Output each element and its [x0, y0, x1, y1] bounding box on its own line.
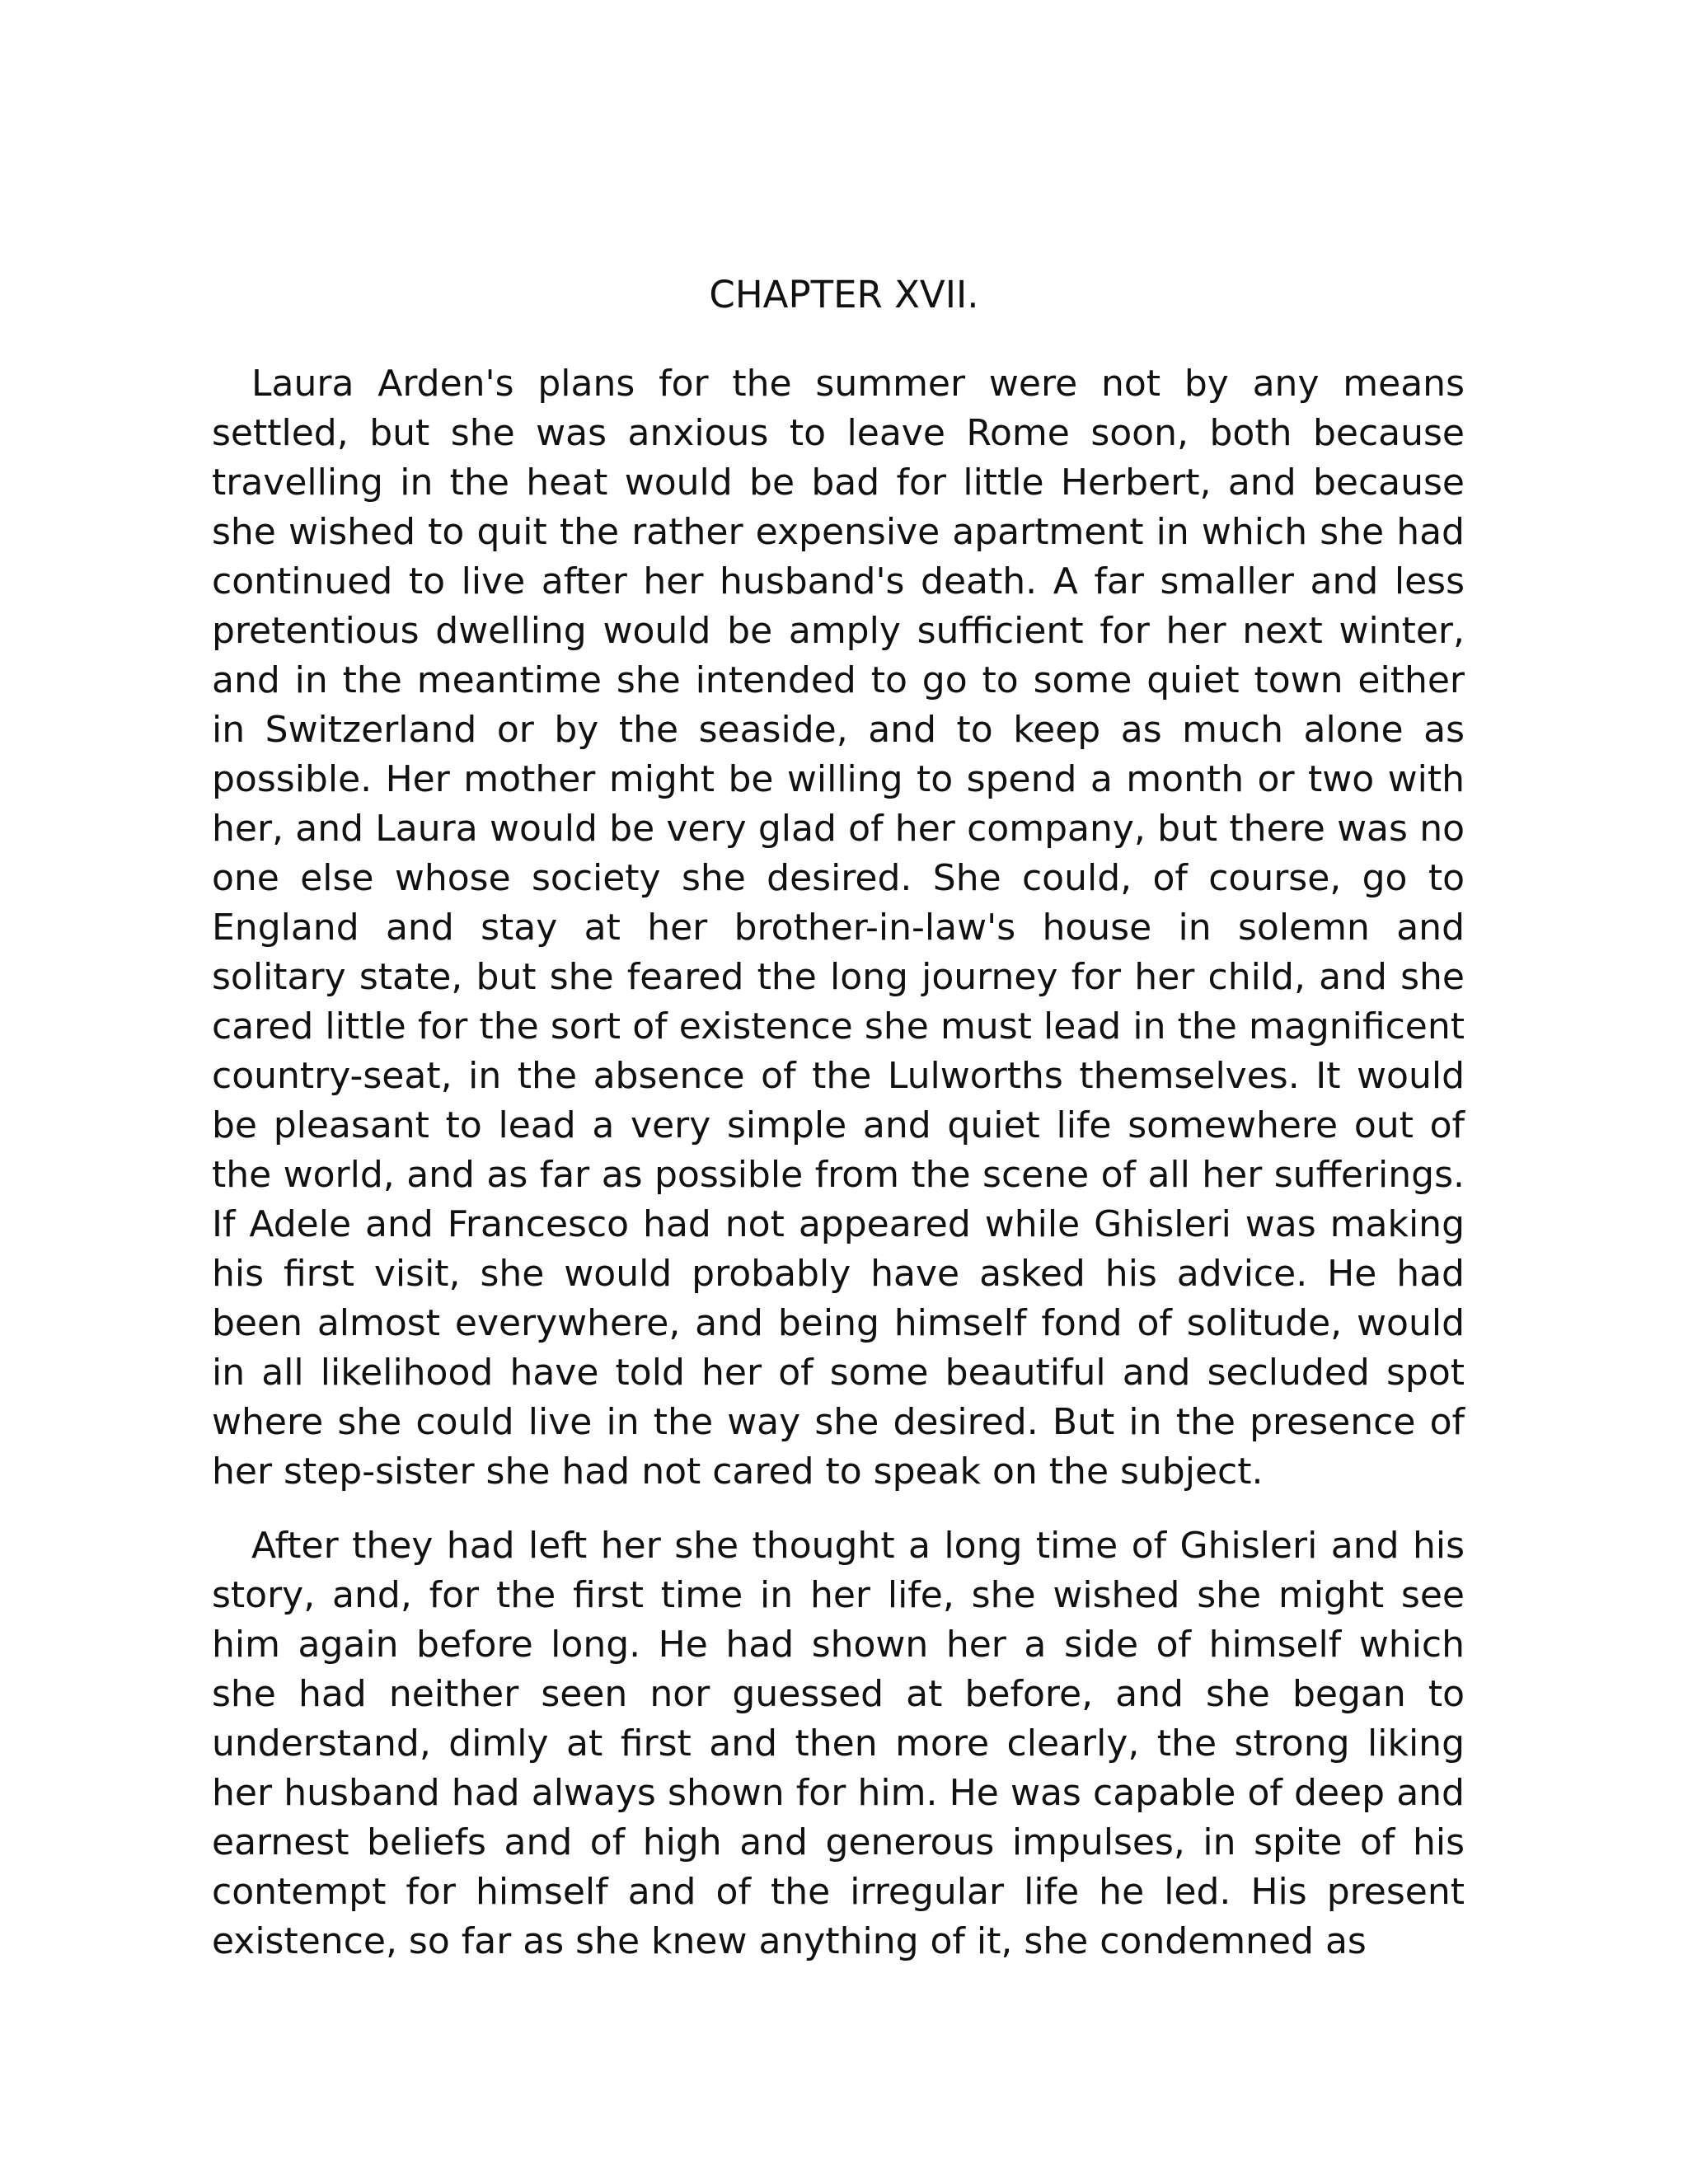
chapter-body — [212, 359, 1465, 1991]
paragraph: After they had left her she thought a long time of Ghisleri and his story, and, for the first time in her life, she wished she might see him again before long. He had shown her a side of himself which she had neither seen nor guessed at before, and she began to understand, dimly at first and then more clearly, the strong liking her husband had always shown for him. He was capable of deep and earnest beliefs and of high and generous impulses, in spite of his contempt for himself and of the irregular life he led. His present existence, so far as she knew anything of it, she condemned as — [212, 1525, 1465, 1962]
paragraph: Laura Arden's plans for the summer were not by any means settled, but she was anxious to leave Rome soon, both because travelling in the heat would be bad for little Herbert, and because she wished to quit the rather expensive apartment in which she had continued to live after her husband's death. A far smaller and less pretentious dwelling would be amply sufficient for her next winter, and in the meantime she intended to go to some quiet town either in Switzerland or by the seaside, and to keep as much alone as possible. Her mother might be willing to spend a month or two with her, and Laura would be very glad of her company, but there was no one else whose society she desired. She could, of course, go to England and stay at her brother-in-law's house in solemn and solitary state, but she feared the long journey for her child, and she cared little for the sort of existence she must lead in the magnificent country-seat, in the absence of the Lulworths themselves. It would be pleasant to lead a very simple and quiet life somewhere out of the world, and as far as possible from the scene of all her sufferings. If Adele and Francesco had not appeared while Ghisleri was making his first visit, she would probably have asked his advice. He had been almost everywhere, and being himself fond of solitude, would in all likelihood have told her of some beautiful and secluded spot where she could live in the way she desired. But in the presence of her step-sister she had not cared to speak on the subject. — [212, 363, 1465, 1493]
chapter-title: CHAPTER XVII. — [709, 273, 979, 316]
